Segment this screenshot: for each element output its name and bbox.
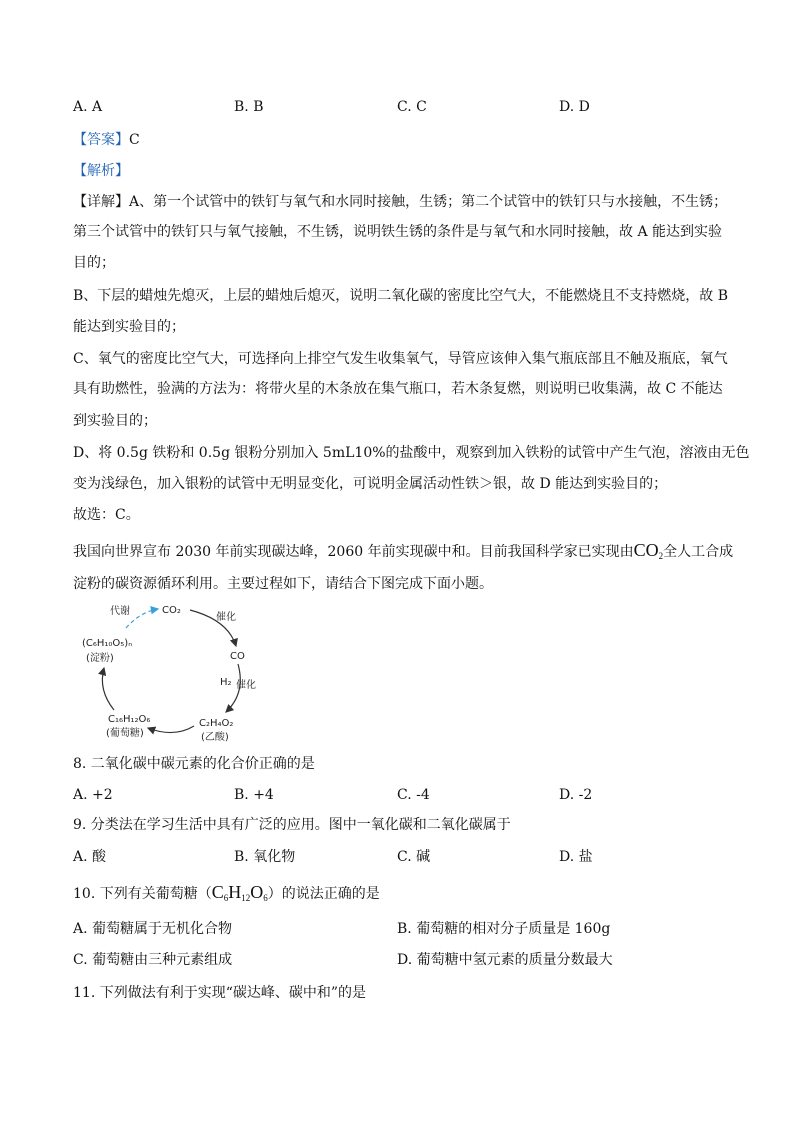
answer-label: 【答案】 bbox=[73, 132, 129, 148]
detail-line-5: 能达到实验目的； bbox=[73, 319, 185, 335]
detail-line-2: 第三个试管中的铁钉只与氧气接触，不生锈，说明铁生锈的条件是与氧气和水同时接触，故 A 能达到实验 bbox=[73, 224, 723, 240]
q10-option-b: B. 葡萄糖的相对分子质量是 160g bbox=[397, 921, 611, 937]
detail-line-9: D、将 0.5g 铁粉和 0.5g 银粉分别加入 5mL10%的盐酸中，观察到加入铁粉的试管中产生气泡，溶液由无色 bbox=[73, 445, 750, 461]
co2-text: CO bbox=[633, 540, 659, 560]
node-co: CO bbox=[230, 651, 245, 662]
answer-value: C bbox=[129, 132, 140, 148]
node-acid-formula: C₂H₄O₂ bbox=[199, 718, 234, 729]
arrow-acid-to-glucose bbox=[148, 726, 194, 733]
node-glucose-name: (葡萄糖) bbox=[106, 728, 144, 739]
q8-option-b: B. +4 bbox=[234, 787, 274, 803]
arrow-glucose-to-starch bbox=[102, 668, 114, 710]
q8-option-a: A. +2 bbox=[73, 787, 113, 803]
q7-option-a: A. A bbox=[73, 99, 103, 115]
analysis-label: 【解析】 bbox=[73, 163, 129, 179]
co2-formula bbox=[634, 540, 664, 560]
q7-option-c: C. C bbox=[397, 99, 427, 115]
q10-stem-end: ）的说法正确的是 bbox=[267, 886, 380, 902]
formula-c-count: 6 bbox=[223, 893, 229, 903]
q9-option-d: D. 盐 bbox=[559, 849, 593, 865]
q10-stem-start: 10. 下列有关葡萄糖（ bbox=[73, 886, 212, 902]
node-glucose-formula: C₁₆H₁₂O₆ bbox=[108, 714, 151, 725]
carbon-cycle-diagram bbox=[78, 598, 278, 748]
formula-c: C bbox=[211, 882, 224, 902]
co2-subscript: 2 bbox=[658, 551, 664, 561]
detail-line-8: 到实验目的； bbox=[73, 413, 157, 429]
detail-line-3: 目的； bbox=[73, 255, 115, 271]
q10-option-d: D. 葡萄糖中氢元素的质量分数最大 bbox=[397, 952, 613, 968]
detail-line-4: B、下层的蜡烛先熄灭，上层的蜡烛后熄灭，说明二氧化碳的密度比空气大，不能燃烧且不支持燃烧，故 B bbox=[73, 288, 729, 304]
formula-h-count: 12 bbox=[241, 893, 251, 903]
detail-line-1 bbox=[73, 192, 727, 212]
formula-o: O bbox=[250, 882, 264, 902]
detail-line-10: 变为浅绿色，加入银粉的试管中无明显变化，可说明金属活动性铁＞银，故 D 能达到实验目的； bbox=[73, 476, 668, 492]
q7-option-b: B. B bbox=[234, 99, 264, 115]
node-starch-name: (淀粉) bbox=[86, 653, 114, 664]
q9-option-a: A. 酸 bbox=[73, 849, 107, 865]
q9-option-c: C. 碱 bbox=[397, 849, 431, 865]
q8-stem: 8. 二氧化碳中碳元素的化合价正确的是 bbox=[73, 756, 315, 772]
formula-o-count: 6 bbox=[263, 893, 268, 903]
detail-line-7: 具有助燃性，验满的方法为：将带火星的木条放在集气瓶口，若木条复燃，则说明已收集满，故 C 不能达 bbox=[73, 381, 723, 397]
intro-line-2: 淀粉的碳资源循环利用。主要过程如下，请结合下图完成下面小题。 bbox=[73, 576, 493, 592]
intro-text-end: 全人工合成 bbox=[663, 544, 734, 560]
formula-h: H bbox=[228, 882, 242, 902]
q9-stem: 9. 分类法在学习生活中具有广泛的应用。图中一氧化碳和二氧化碳属于 bbox=[73, 817, 511, 833]
answer-line bbox=[73, 130, 140, 150]
q7-option-d: D. D bbox=[559, 99, 590, 115]
detail-label: 【详解】 bbox=[73, 194, 129, 210]
label-metabolism: 代谢 bbox=[110, 606, 130, 617]
q10-stem bbox=[73, 882, 380, 908]
q8-option-d: D. -2 bbox=[559, 787, 593, 803]
q10-option-c: C. 葡萄糖由三种元素组成 bbox=[73, 952, 233, 968]
label-catalysis-2: 催化 bbox=[236, 680, 256, 691]
detail-line-11: 故选：C。 bbox=[73, 507, 140, 523]
node-starch-formula: (C₆H₁₀O₅)ₙ bbox=[82, 638, 133, 649]
label-h2: H₂ bbox=[220, 677, 232, 688]
detail-line-6: C、氧气的密度比空气大，可选择向上排空气发生收集氧气，导管应该伸入集气瓶底部且不触及瓶底，氧气 bbox=[73, 351, 728, 367]
detail-text: A、第一个试管中的铁钉与氧气和水同时接触，生锈；第二个试管中的铁钉只与水接触，不生锈； bbox=[129, 194, 728, 210]
intro-text: 我国向世界宣布 2030 年前实现碳达峰，2060 年前实现碳中和。目前我国科学家已实现由 bbox=[73, 544, 634, 560]
node-acid-name: (乙酸) bbox=[201, 732, 229, 743]
intro-line-1 bbox=[73, 540, 733, 566]
glucose-formula bbox=[212, 882, 268, 902]
q10-option-a: A. 葡萄糖属于无机化合物 bbox=[73, 921, 233, 937]
metabolism-arrow bbox=[126, 609, 158, 628]
q9-option-b: B. 氧化物 bbox=[234, 849, 296, 865]
label-catalysis-1: 催化 bbox=[216, 612, 236, 623]
q8-option-c: C. -4 bbox=[397, 787, 430, 803]
q11-stem: 11. 下列做法有利于实现“碳达峰、碳中和”的是 bbox=[73, 985, 367, 1001]
node-co2: CO₂ bbox=[162, 605, 181, 616]
